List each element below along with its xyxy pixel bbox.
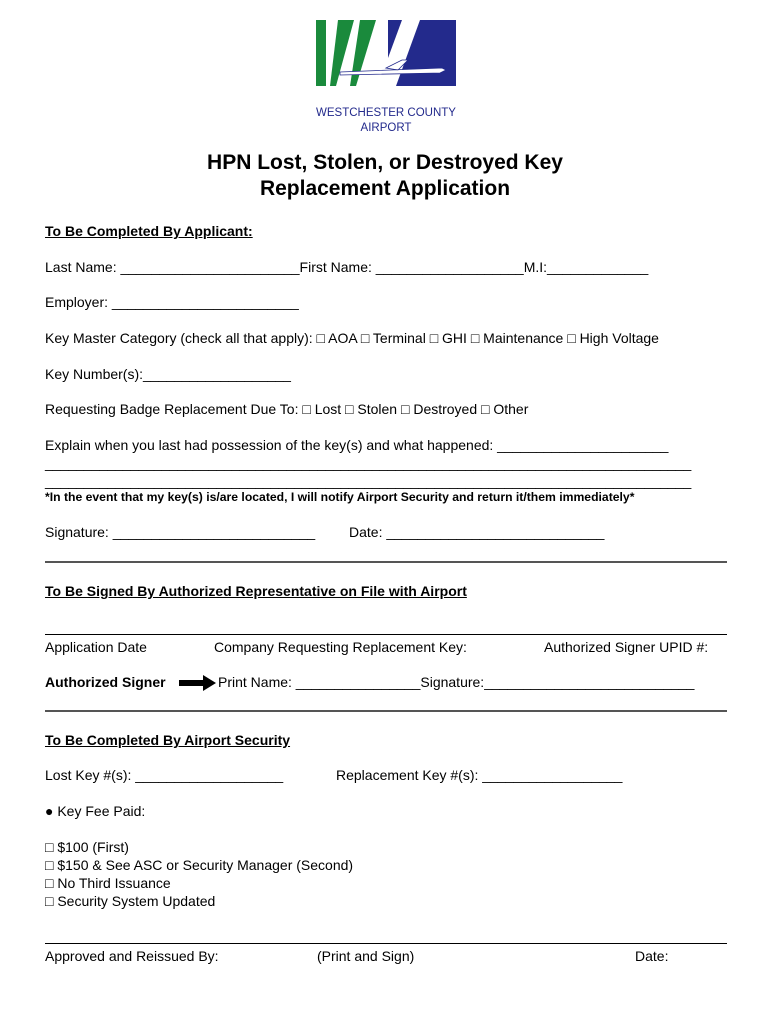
logo-green-bar-1	[316, 20, 326, 86]
fee-option-third[interactable]: □ No Third Issuance	[45, 875, 171, 891]
upid-label: Authorized Signer UPID #:	[544, 639, 709, 655]
print-and-sign-label: (Print and Sign)	[317, 948, 415, 964]
form-title-line2: Replacement Application	[259, 177, 511, 200]
approval-date-label: Date:	[635, 948, 669, 964]
security-system-updated-option[interactable]: □ Security System Updated	[45, 893, 216, 909]
explain-field[interactable]: Explain when you last had possession of the key(s) and what happened: ______________________	[45, 437, 669, 453]
name-fields[interactable]: Last Name: _______________________First Name: ___________________M.I:_____________	[45, 259, 649, 275]
signature-field[interactable]: Signature: __________________________	[45, 524, 316, 540]
explain-blank-line-2[interactable]: ___________________________________________________________________________________	[45, 473, 692, 489]
employer-field[interactable]: Employer: ________________________	[45, 294, 299, 310]
key-fee-paid-label: ● Key Fee Paid:	[45, 803, 146, 819]
date-field[interactable]: Date: ____________________________	[349, 524, 605, 540]
print-name-signature-fields[interactable]: Print Name: ________________Signature:___________________________	[218, 674, 695, 690]
logo-text-line2: AIRPORT	[360, 122, 412, 134]
security-heading: To Be Completed By Airport Security	[45, 732, 291, 748]
logo-green-bar-3	[350, 20, 376, 86]
logo-green-bar-2	[330, 20, 354, 86]
form-title-line1: HPN Lost, Stolen, or Destroyed Key	[207, 151, 563, 174]
notice-text: *In the event that my key(s) is/are located, I will notify Airport Security and return it/them immediately*	[45, 490, 635, 504]
representative-heading: To Be Signed By Authorized Representative on File with Airport	[45, 583, 467, 599]
replacement-key-field[interactable]: Replacement Key #(s): __________________	[336, 767, 623, 783]
fee-option-second[interactable]: □ $150 & See ASC or Security Manager (Second)	[45, 857, 354, 873]
westchester-county-airport-logo	[316, 18, 456, 136]
representative-signature-line	[45, 634, 727, 635]
section-divider-1	[45, 561, 727, 563]
explain-blank-line-1[interactable]: ___________________________________________________________________________________	[45, 455, 692, 471]
arrow-right-icon	[179, 674, 217, 692]
authorized-signer-label: Authorized Signer	[45, 674, 166, 690]
applicant-heading: To Be Completed By Applicant:	[45, 223, 253, 239]
approved-reissued-label: Approved and Reissued By:	[45, 948, 219, 964]
fee-option-first[interactable]: □ $100 (First)	[45, 839, 129, 855]
key-numbers-field[interactable]: Key Number(s):___________________	[45, 366, 291, 382]
lost-key-field[interactable]: Lost Key #(s): ___________________	[45, 767, 284, 783]
replacement-reason[interactable]: Requesting Badge Replacement Due To: □ Lost □ Stolen □ Destroyed □ Other	[45, 401, 529, 417]
section-divider-2	[45, 710, 727, 712]
logo-text-line1: WESTCHESTER COUNTY	[316, 107, 456, 119]
key-master-category[interactable]: Key Master Category (check all that apply): □ AOA □ Terminal □ GHI □ Maintenance □ High Voltage	[45, 330, 659, 346]
company-label: Company Requesting Replacement Key:	[214, 639, 467, 655]
approval-signature-line	[45, 943, 727, 944]
application-date-label: Application Date	[45, 639, 147, 655]
